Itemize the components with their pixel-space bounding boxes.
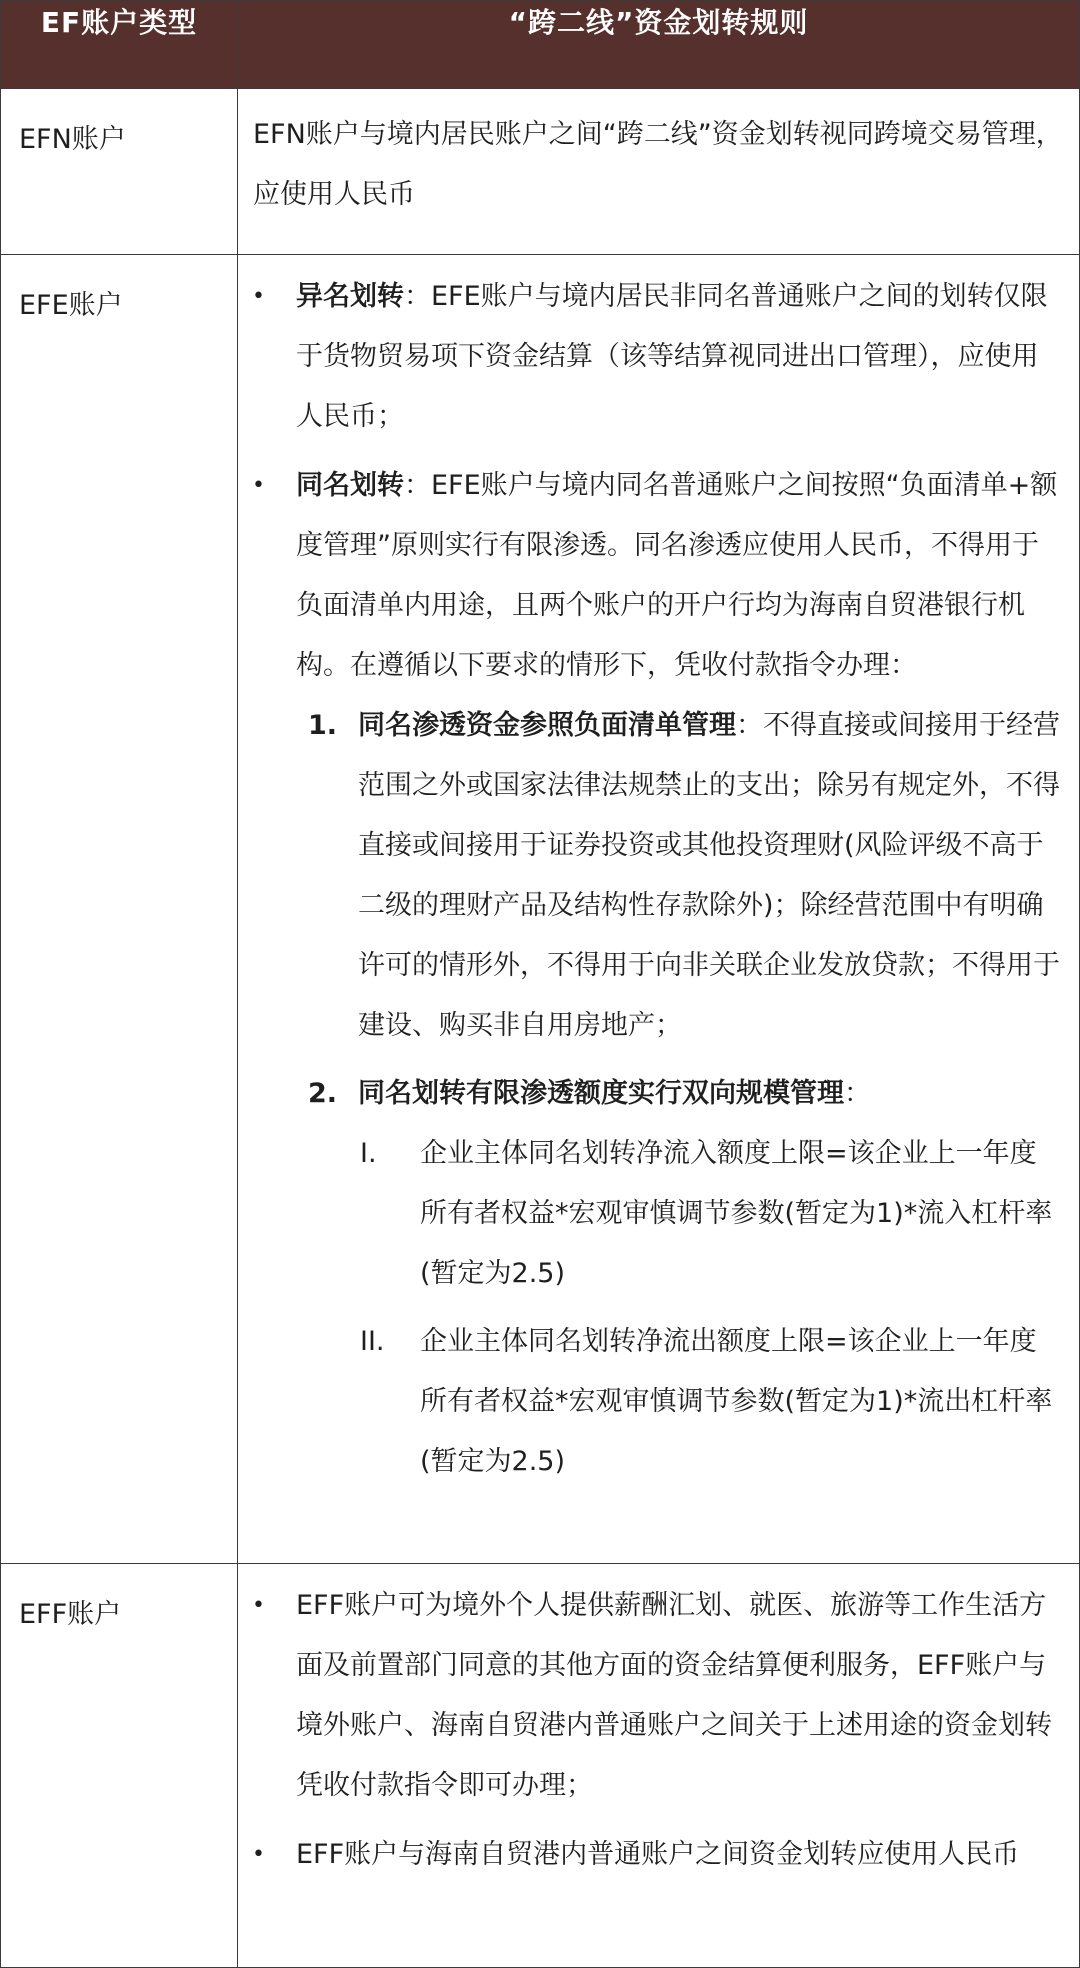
item-title: 同名划转 bbox=[296, 470, 404, 501]
list-item-eff-services: • EFF账户可为境外个人提供薪酬汇划、就医、旅游等工作生活方面及前置部门同意的其他方面的资金结算便利服务，EFF账户与境外账户、海南自贸港内普通账户之间关于上述用途的资金划转凭收付款指令即可办理； bbox=[238, 1576, 1063, 1816]
account-type-efn: EFN账户 bbox=[1, 89, 238, 255]
item-text: 企业主体同名划转净流出额度上限=该企业上一年度所有者权益*宏观审慎调节参数(暂定为1)*流出杠杆率(暂定为2.5) bbox=[420, 1326, 1053, 1477]
header-account-type: EF账户类型 bbox=[1, 1, 238, 89]
bullet-list-efe bbox=[238, 255, 1079, 1511]
account-type-efe: EFE账户 bbox=[1, 255, 238, 1564]
numbered-item-negative-list bbox=[296, 696, 1063, 1056]
list-item-eff-rmb: • EFF账户与海南自贸港内普通账户之间资金划转应使用人民币 bbox=[238, 1825, 1063, 1885]
item-roman-number: II. bbox=[360, 1326, 385, 1357]
header-transfer-rules: “跨二线”资金划转规则 bbox=[238, 1, 1080, 89]
table-row-efe bbox=[1, 255, 1080, 1564]
rule-cell-eff bbox=[238, 1564, 1080, 1968]
item-text: ：EFE账户与境内同名普通账户之间按照“负面清单+额度管理”原则实行有限渗透。同名渗透应使用人民币，不得用于负面清单内用途，且两个账户的开户行均为海南自贸港银行机构。在遵循以下要求的情形下，凭收付款指令办理： bbox=[296, 470, 1058, 681]
numbered-item-quota-management bbox=[296, 1064, 1063, 1492]
roman-item-outflow bbox=[358, 1312, 1063, 1492]
rule-text-efn: EFN账户与境内居民账户之间“跨二线”资金划转视同跨境交易管理，应使用人民币 bbox=[253, 119, 1063, 210]
item-number: 2. bbox=[308, 1078, 338, 1109]
roman-list bbox=[358, 1124, 1063, 1492]
item-title: 异名划转 bbox=[296, 281, 404, 312]
item-text: ：不得直接或间接用于经营范围之外或国家法律法规禁止的支出；除另有规定外，不得直接或间接用于证券投资或其他投资理财(风险评级不高于二级的理财产品及结构性存款除外)；除经营范围中有明确许可的情形外，不得用于向非关联企业发放贷款；不得用于建设、购买非自用房地产； bbox=[358, 710, 1060, 1041]
rule-cell-efn bbox=[238, 89, 1080, 255]
table-row-eff bbox=[1, 1564, 1080, 1968]
numbered-list bbox=[296, 696, 1063, 1492]
list-item-same-name-transfer bbox=[238, 456, 1063, 1492]
item-title: 同名渗透资金参照负面清单管理 bbox=[358, 710, 736, 741]
roman-item-inflow bbox=[358, 1124, 1063, 1304]
rule-cell-efe bbox=[238, 255, 1080, 1564]
list-item-different-name-transfer bbox=[238, 267, 1063, 447]
account-type-eff: EFF账户 bbox=[1, 1564, 238, 1968]
header-row bbox=[1, 1, 1080, 89]
item-text: ： bbox=[844, 1078, 871, 1109]
table-header bbox=[1, 1, 1080, 89]
item-text: 企业主体同名划转净流入额度上限=该企业上一年度所有者权益*宏观审慎调节参数(暂定为1)*流入杠杆率(暂定为2.5) bbox=[420, 1138, 1053, 1289]
item-text: ：EFE账户与境内居民非同名普通账户之间的划转仅限于货物贸易项下资金结算（该等结算视同进出口管理），应使用人民币； bbox=[296, 281, 1048, 432]
item-title: 同名划转有限渗透额度实行双向规模管理 bbox=[358, 1078, 844, 1109]
bullet-list-eff bbox=[238, 1564, 1079, 1904]
item-number: 1. bbox=[308, 710, 338, 741]
item-roman-number: I. bbox=[360, 1138, 377, 1169]
table-row-efn bbox=[1, 89, 1080, 255]
